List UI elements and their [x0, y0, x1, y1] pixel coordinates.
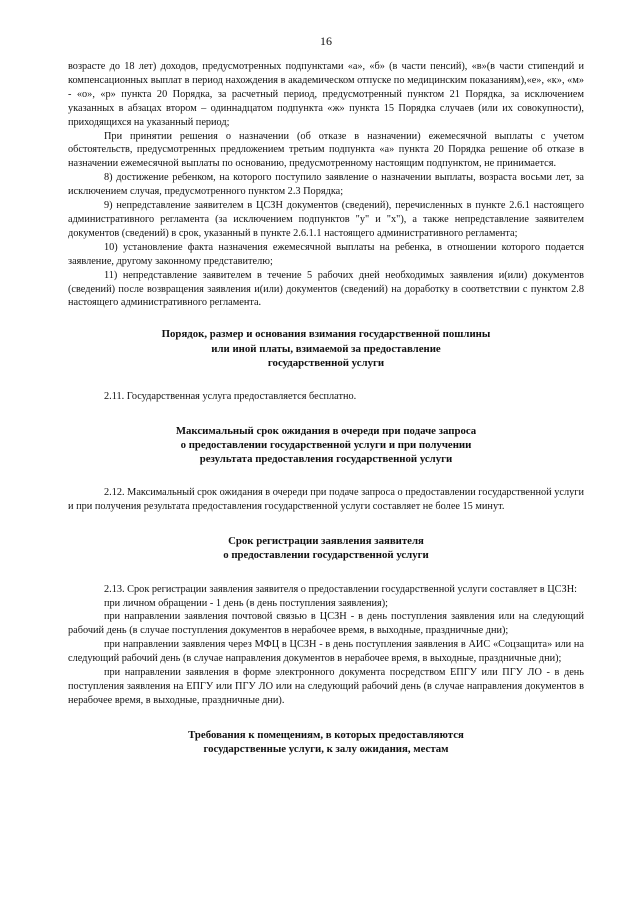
section-heading-registration	[68, 534, 584, 562]
paragraph-item-8: 8) достижение ребенком, на которого поступило заявление о назначении выплаты, возраста восьми лет, за исключением случая, предусмотренного пунктом 2.3 Порядка;	[68, 172, 584, 198]
paragraph-item-9: 9) непредставление заявителем в ЦСЗН документов (сведений), перечисленных в пункте 2.6.1 настоящего административного регламента (за исключением подпунктов "у" и "х"), а также непредставление заявителем документов (сведений) в срок, указанный в пункте 2.6.1.1 настоящего административного регламента;	[68, 200, 584, 239]
heading-line: Порядок, размер и основания взимания государственной пошлины	[161, 328, 491, 341]
heading-line: Срок регистрации заявления заявителя	[228, 535, 424, 548]
paragraph-personal-visit: при личном обращении - 1 день (в день поступления заявления);	[104, 597, 389, 609]
paragraph-2-11: 2.11. Государственная услуга предоставляется бесплатно.	[104, 390, 357, 402]
paragraph-item-11: 11) непредставление заявителем в течение 5 рабочих дней необходимых заявления и(или) документов (сведений) после возвращения заявления и(или) документов (сведений) на доработку в соответствии с пунктом 2.8 настоящего административного регламента.	[68, 269, 584, 309]
heading-line: или иной платы, взимаемой за предоставление	[211, 342, 441, 355]
heading-line: о предоставлении государственной услуги	[223, 549, 429, 562]
paragraph-epgu: при направлении заявления в форме электронного документа посредством ЕПГУ или ПГУ ЛО - в день поступления заявления на ЕПГУ или ПГУ ЛО или на следующий рабочий день (в случае направления документов в нерабочее время, в выходные, праздничные дни).	[68, 667, 584, 706]
section-heading-waiting-time	[68, 424, 584, 467]
heading-line: Максимальный срок ожидания в очереди при подаче запроса	[175, 424, 477, 437]
paragraph-income-continuation: возрасте до 18 лет) доходов, предусмотренных подпунктами «а», «б» (в части пенсий), «в»(в части стипендий и компенсационных выплат в период нахождения в академическом отпуске по медицинским показаниям),«е», «к», «м» - «о», «р» пункта 20 Порядка, за расчетный период, предусмотренный пунктом 21 Порядка, за исключением указанных в абзацах втором – одиннадцатом подпункта «ж» пункта 15 Порядка случаев (или их совокупности), приходящихся на указанный период;	[68, 61, 584, 128]
heading-line: государственной услуги	[267, 356, 385, 369]
heading-line: Требования к помещениям, в которых предоставляются	[188, 728, 464, 741]
paragraph-2-12: 2.12. Максимальный срок ожидания в очереди при подаче запроса о предоставлении государственной услуги и при получения результата предоставления государственной услуги составляет не более 15 минут.	[68, 487, 584, 513]
section-heading-premises	[68, 728, 584, 756]
page-number: 16	[320, 34, 332, 48]
section-heading-fee	[68, 327, 584, 370]
paragraph-2-13: 2.13. Срок регистрации заявления заявителя о предоставлении государственной услуги составляет в ЦСЗН:	[104, 583, 578, 595]
paragraph-postal: при направлении заявления почтовой связью в ЦСЗН - в день поступления заявления или на следующий рабочий день (в случае поступления документов в нерабочее время, в выходные, праздничные дни);	[68, 611, 584, 637]
paragraph-decision-note: При принятии решения о назначении (об отказе в назначении) ежемесячной выплаты с учетом обстоятельств, предусмотренных предложением третьим подпункта «а» пункта 20 Порядка решение об отказе в назначении ежемесячной выплаты по основанию, предусмотренному настоящим подпунктом, не принимается.	[68, 130, 584, 170]
heading-line: государственные услуги, к залу ожидания, местам	[203, 743, 449, 756]
paragraph-mfc: при направлении заявления через МФЦ в ЦСЗН - в день поступления заявления в АИС «Соцзащита» или на следующий рабочий день (в случае направления документов в нерабочее время, в выходные, праздничные дни);	[68, 639, 584, 665]
paragraph-item-10: 10) установление факта назначения ежемесячной выплаты на ребенка, в отношении которого подается заявление, другому законному представителю;	[68, 241, 584, 267]
heading-line: результата предоставления государственной услуги	[199, 453, 453, 466]
heading-line: о предоставлении государственной услуги и при получении	[180, 439, 472, 452]
